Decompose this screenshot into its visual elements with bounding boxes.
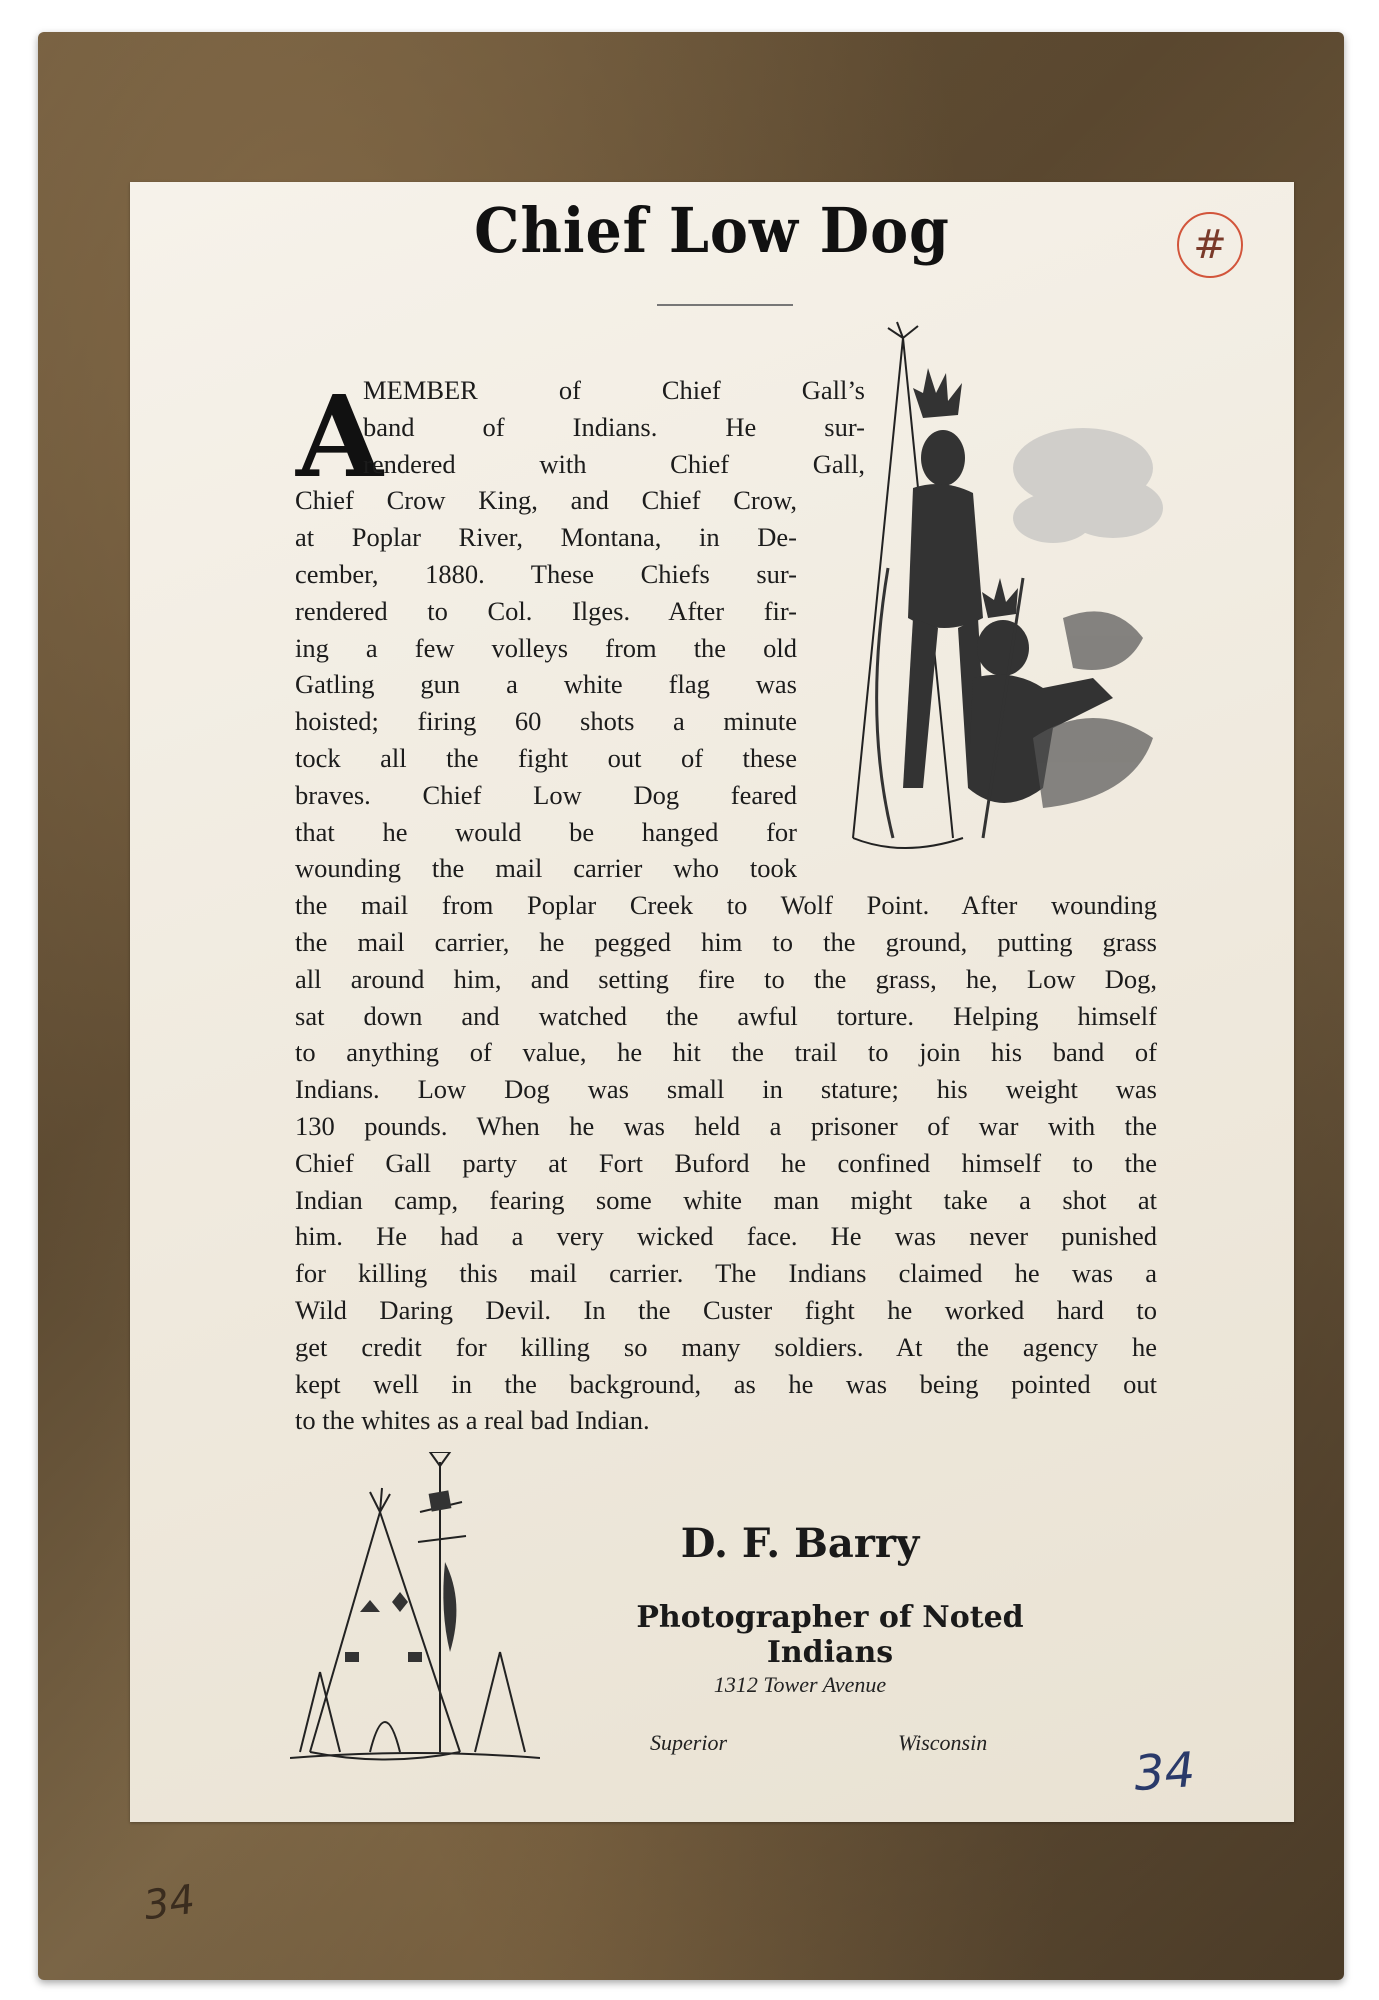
article-line: the mail carrier, he pegged him to the ground, putting grass xyxy=(295,926,1157,957)
article-line: him. He had a very wicked face. He was never punished xyxy=(295,1221,1157,1252)
studio-address: 1312 Tower Avenue xyxy=(713,1672,887,1697)
article-line: tock all the fight out of these xyxy=(295,742,797,773)
circled-pen-mark: # xyxy=(1177,212,1243,278)
article-line: kept well in the background, as he was being pointed out xyxy=(295,1368,1157,1399)
article-line: MEMBER of Chief Gall’s xyxy=(363,375,865,405)
article-line: at Poplar River, Montana, in De- xyxy=(295,522,797,553)
drop-cap: A xyxy=(296,372,383,503)
article-line: Wild Daring Devil. In the Custer fight he worked hard to xyxy=(295,1294,1157,1325)
article-line: cember, 1880. These Chiefs sur- xyxy=(295,558,797,589)
handwritten-page-number: 34 xyxy=(1132,1741,1197,1803)
article-line: wounding the mail carrier who took xyxy=(295,853,797,884)
article-line: hoisted; firing 60 shots a minute xyxy=(295,706,797,737)
mounting-board xyxy=(38,32,1344,1980)
article-line: Indians. Low Dog was small in stature; his weight was xyxy=(295,1074,1157,1105)
article-line: to anything of value, he hit the trail to join his band of xyxy=(295,1037,1157,1068)
article-line: Chief Gall party at Fort Buford he confined himself to the xyxy=(295,1147,1157,1178)
article-line: the mail from Poplar Creek to Wolf Point. After wounding xyxy=(295,890,1157,921)
article-line: ing a few volleys from the old xyxy=(295,632,797,663)
photographer-name: D. F. Barry xyxy=(680,1520,920,1567)
article-line: 130 pounds. When he was held a prisoner of war with the xyxy=(295,1110,1157,1141)
article-line: all around him, and setting fire to the grass, he, Low Dog, xyxy=(295,963,1157,994)
photographer-title: Photographer of Noted Indians xyxy=(636,1600,1024,1670)
studio-city: Superior xyxy=(650,1730,727,1755)
article-line: to the whites as a real bad Indian. xyxy=(295,1405,650,1436)
article-line: that he would be hanged for xyxy=(295,816,797,847)
article-line: braves. Chief Low Dog feared xyxy=(295,779,797,810)
article-body xyxy=(295,372,1157,1439)
article-line: Indian camp, fearing some white man might take a shot at xyxy=(295,1184,1157,1215)
article-line: for killing this mail carrier. The Indians claimed he was a xyxy=(295,1258,1157,1289)
article-line: band of Indians. He sur- xyxy=(363,411,865,442)
printed-sheet xyxy=(130,182,1294,1822)
article-line: Chief Crow King, and Chief Crow, xyxy=(295,485,797,516)
article-line: Gatling gun a white flag was xyxy=(295,669,797,700)
board-pencil-mark: 34 xyxy=(141,1876,198,1930)
studio-state: Wisconsin xyxy=(898,1730,988,1755)
title-divider xyxy=(657,304,793,306)
article-line: get credit for killing so many soldiers. At the agency he xyxy=(295,1331,1157,1362)
article-line: rendered to Col. Ilges. After fir- xyxy=(295,595,797,626)
tipi-sketch-illustration xyxy=(290,1452,540,1770)
article-line: rendered with Chief Gall, xyxy=(363,448,865,479)
article-line: sat down and watched the awful torture. Helping himself xyxy=(295,1000,1157,1031)
page-title: Chief Low Dog xyxy=(474,194,950,267)
